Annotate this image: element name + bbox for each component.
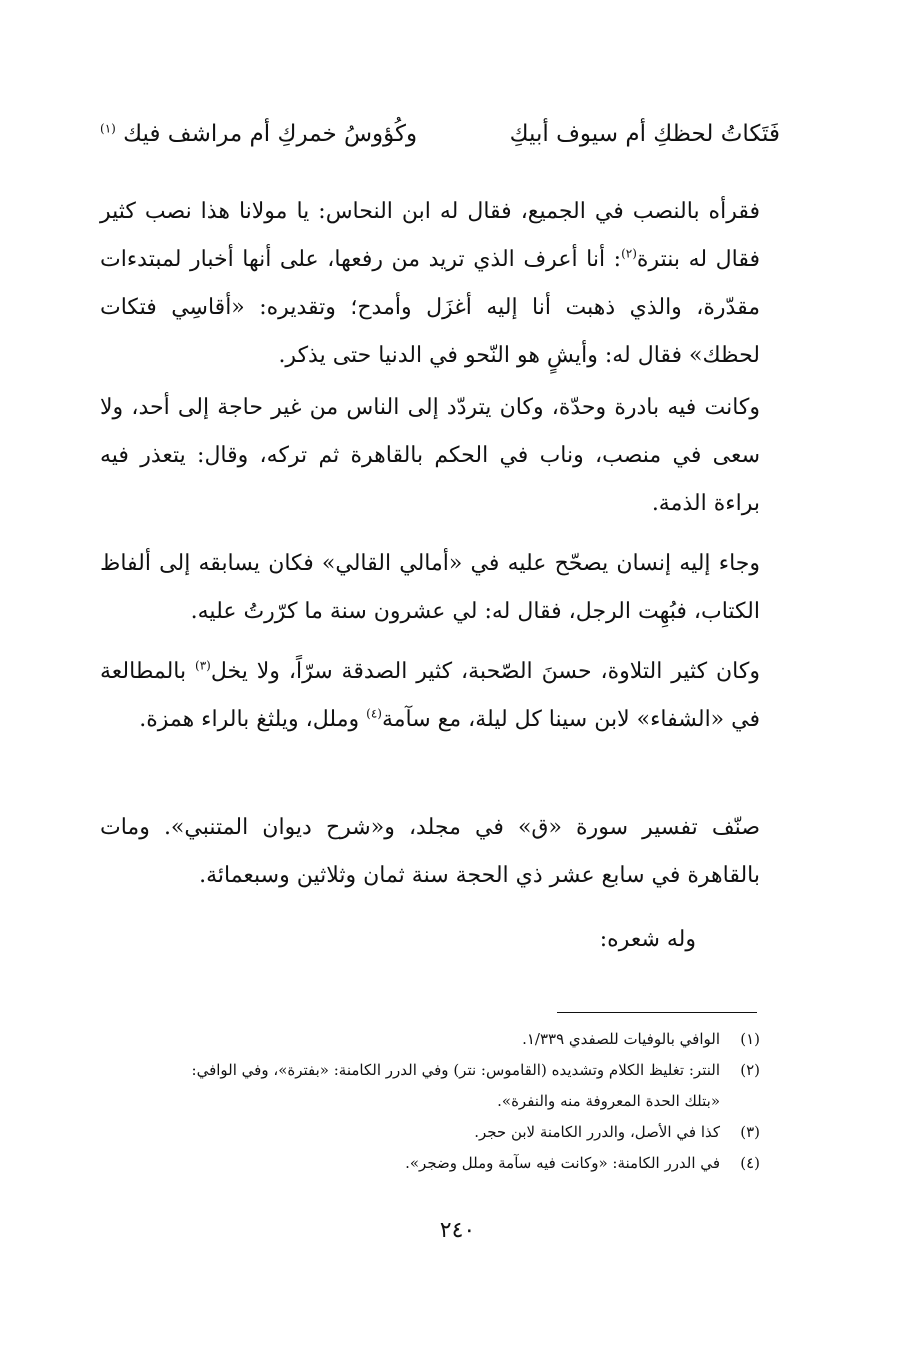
footnote-1-text: الوافي بالوفيات للصفدي ١/٣٣٩. [522,1030,720,1048]
paragraph-4-text [100,648,760,744]
paragraph-2 [100,384,760,528]
paragraph-4-part-c: وملل، ويلثغ بالراء همزة. [139,707,367,732]
footnote-2-text: النتر: تغليظ الكلام وتشديده (القاموس: نتر) وفي الدرر الكامنة: «بفترة»، وفي الوافي: [191,1061,720,1079]
paragraph-1 [100,188,760,380]
paragraph-1-text [100,188,760,380]
verse-second-half [100,112,417,156]
footnote-ref-3: (٣) [195,658,211,673]
footnote-ref-1: (١) [100,121,116,136]
footnote-4-number: (٤) [740,1154,760,1172]
poem-intro-text: وله شعره: [599,927,696,952]
paragraph-3 [100,540,760,636]
paragraph-4-part-a: وكان كثير التلاوة، حسنَ الصّحبة، كثير الصدقة سرّاً، ولا يخل [210,659,760,684]
paragraph-2-text: وكانت فيه بادرة وحدّة، وكان يتردّد إلى الناس من غير حاجة إلى أحد، ولا سعى في منصب، وناب في الحكم بالقاهرة ثم تركه، وقال: يتعذر فيه براءة الذمة. [100,395,760,516]
footnote-3-number: (٣) [740,1123,760,1141]
footnote-2-continuation: «بتلك الحدة المعروفة منه والنفرة». [497,1092,720,1110]
footnote-3-text: كذا في الأصل، والدرر الكامنة لابن حجر. [474,1123,720,1141]
paragraph-4-part-b: بالمطالعة في «الشفاء» لابن سينا كل ليلة، مع سآمة [100,659,760,732]
footnote-3 [96,1117,760,1148]
page-number: ٢٤٠ [439,1218,476,1243]
verse-line [100,112,780,156]
verse-first-half [510,112,780,156]
poem-intro [100,916,760,964]
paragraph-3-text: وجاء إليه إنسان يصحّح عليه في «أمالي القالي» فكان يسابقه إلى ألفاظ الكتاب، فبُهِت الرجل، فقال له: لي عشرون سنة ما كرّرتُ عليه. [100,551,760,624]
footnote-2 [96,1055,760,1086]
paragraph-5-text: صنّف تفسير سورة «ق» في مجلد، و«شرح ديوان المتنبي». ومات بالقاهرة في سابع عشر ذي الحجة سنة ثمان وثلاثين وسبعمائة. [100,815,760,888]
footnote-ref-4: (٤) [366,706,382,721]
paragraph-4 [100,648,760,744]
footnote-1 [96,1024,760,1055]
footnote-2-number: (٢) [740,1061,760,1079]
paragraph-1-part-a: فقرأه بالنصب في الجميع، فقال له ابن النحاس: يا مولانا هذا نصب كثير فقال له بنترة [100,199,760,272]
footnote-ref-2: (٢) [621,246,637,261]
footnotes [96,1024,760,1179]
footnote-4-text: في الدرر الكامنة: «وكانت فيه سآمة وملل وضجر». [405,1154,720,1172]
verse-first-half-text: فَتَكاتُ لحظكِ أم سيوف أبيكِ [509,121,780,147]
footnote-4 [96,1148,760,1179]
footnote-separator [557,1012,757,1013]
paragraph-5 [100,804,760,900]
footnote-1-number: (١) [740,1030,760,1048]
paragraph-1-part-b: : أنا أعرف الذي تريد من رفعها، على أنها أخبار لمبتدءات مقدّرة، والذي ذهبت أنا إليه أغزَل وأمدح؛ وتقديره: «أقاسِي فتكات لحظك» فقال له: وأيشٍ هو النّحو في الدنيا حتى يذكر. [100,247,760,368]
verse-second-half-text: وكُؤوسُ خمركِ أم مراشف فيك [123,121,418,147]
